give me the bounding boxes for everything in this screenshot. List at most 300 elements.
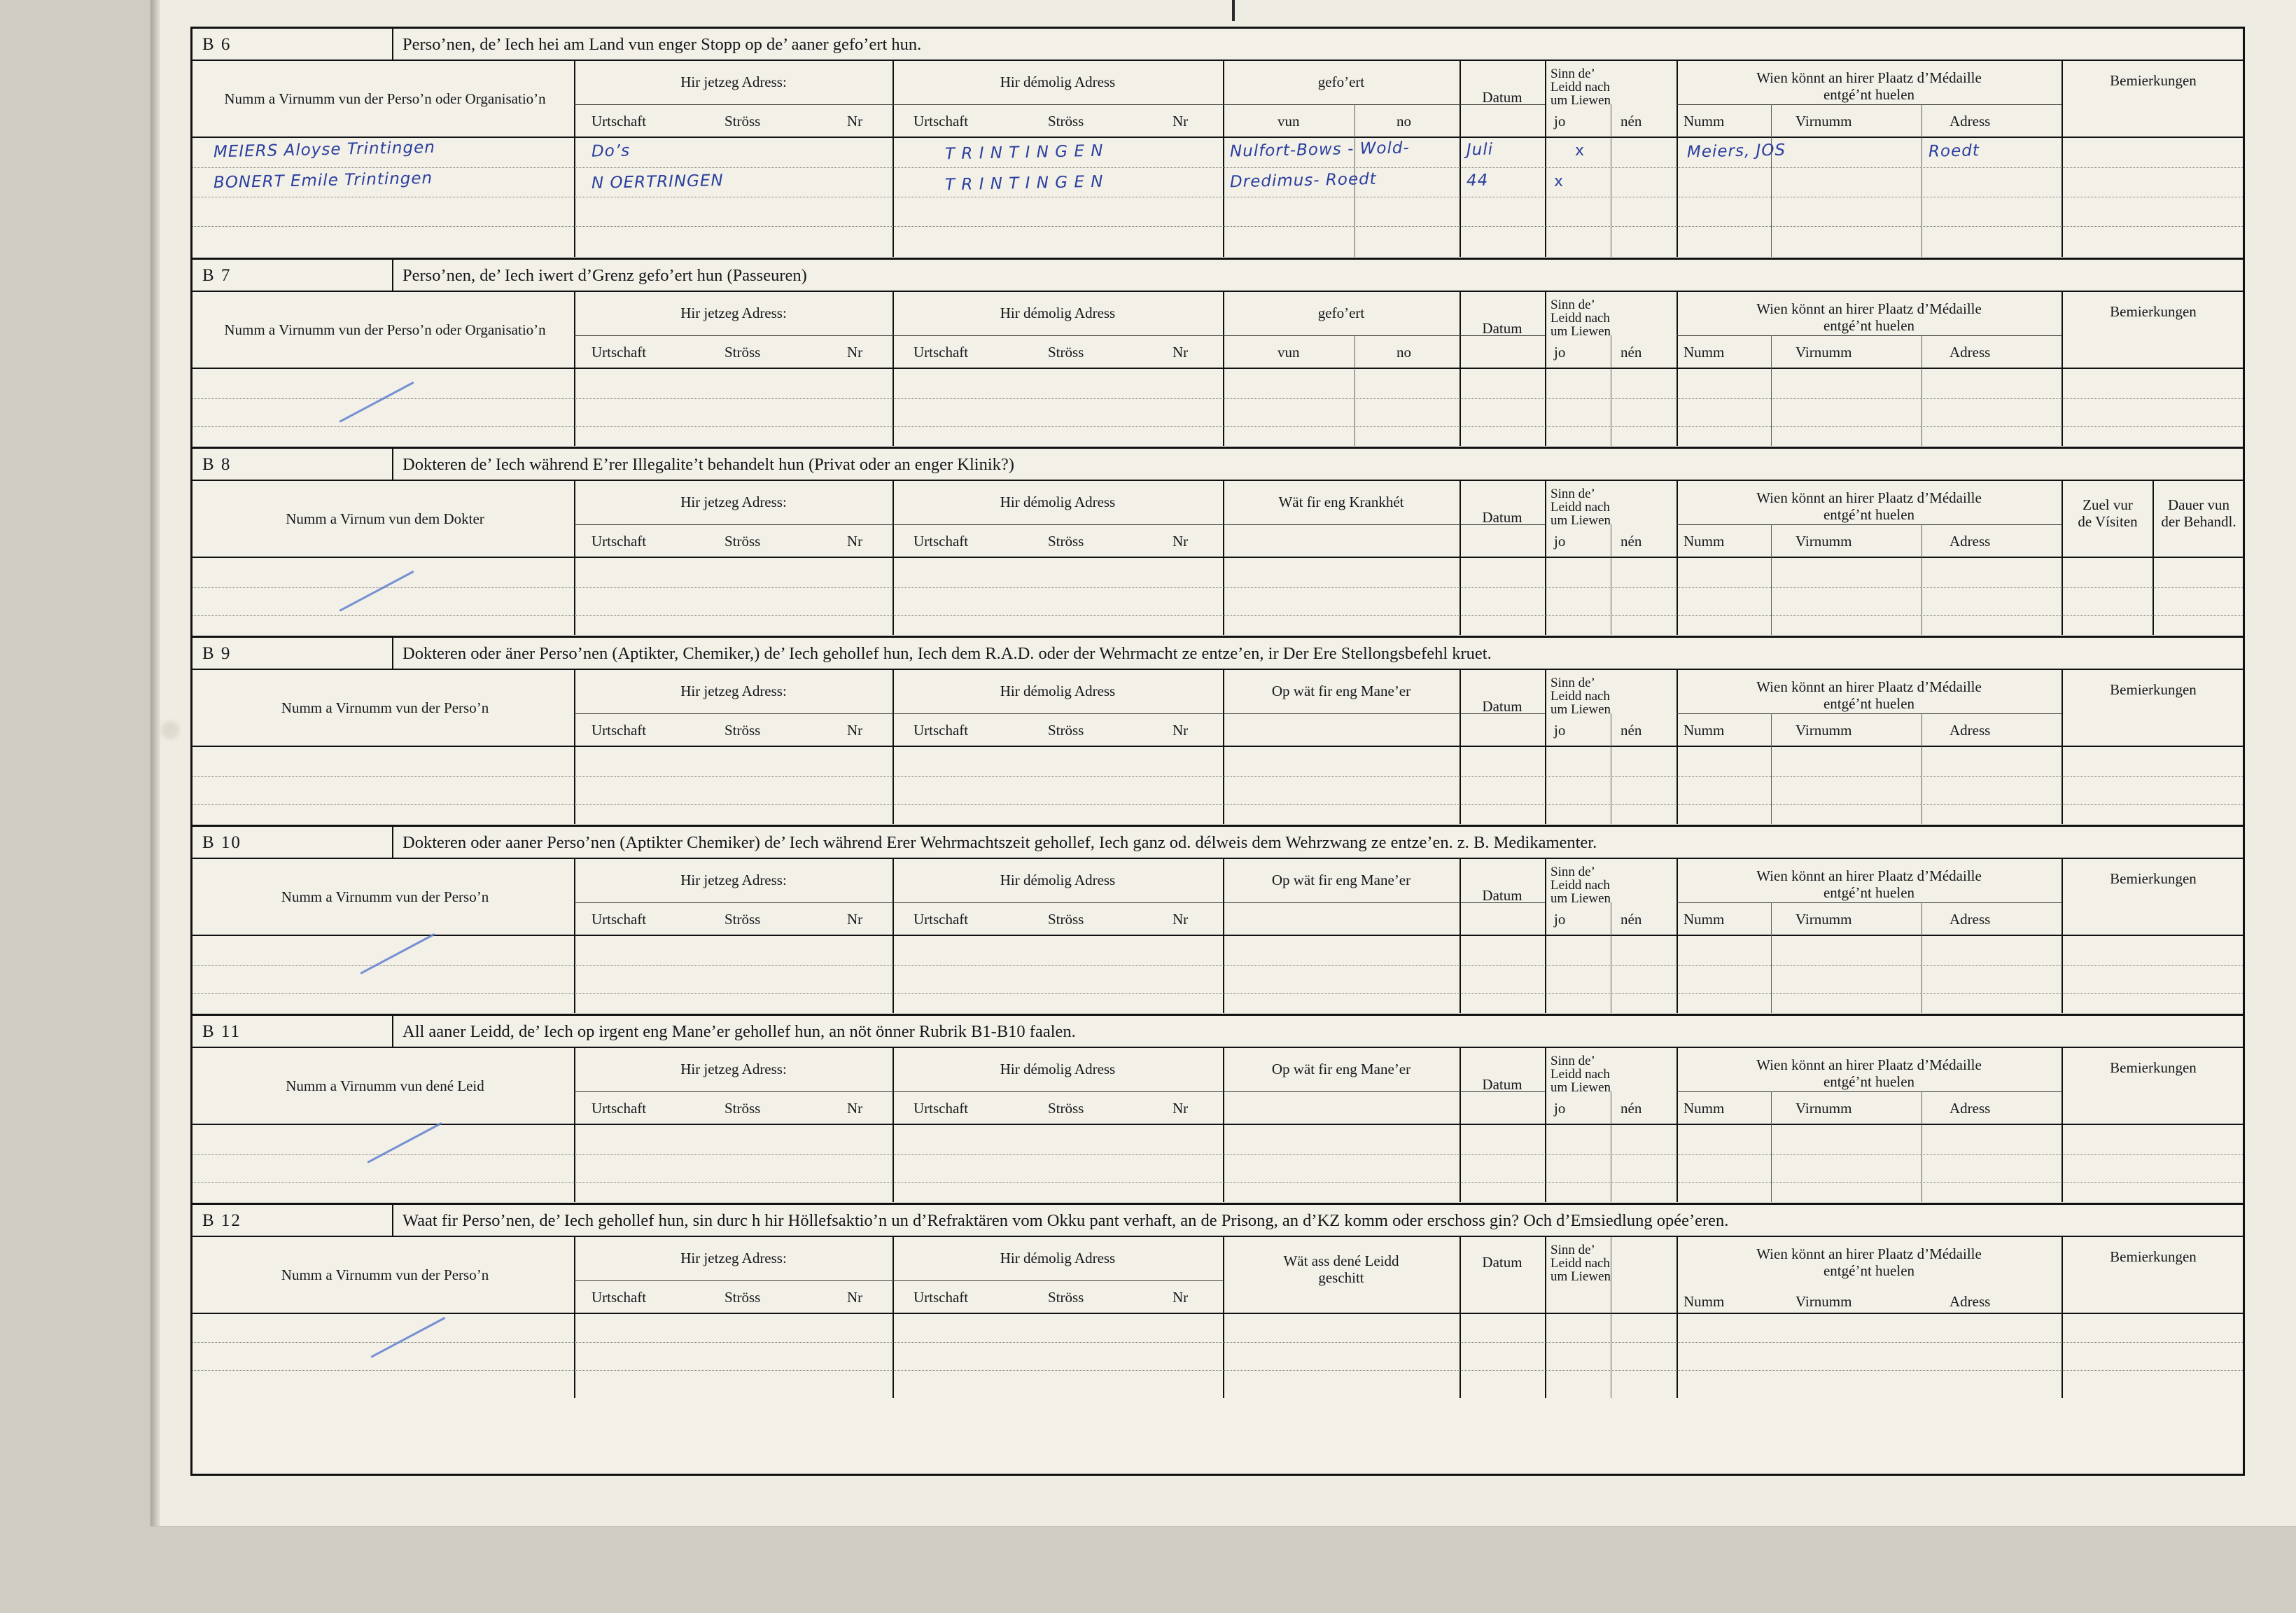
sub-street: Ströss [724, 911, 761, 928]
col-medal-header-l1: Wien könnt an hirer Plaatz d’Médaille [1756, 867, 1982, 884]
pen-stroke [339, 571, 414, 612]
sub-medal-virnumm: Virnumm [1795, 722, 1852, 739]
sub-nr: Nr [847, 113, 863, 130]
sub-nen: nén [1620, 533, 1642, 550]
divider [1223, 1048, 1224, 1124]
col-medal-header-l2: entgé’nt huelen [1823, 86, 1915, 103]
entry-datum: Juli [1466, 140, 1494, 160]
col-address-then-header: Hir démolig Adress [1000, 74, 1116, 90]
divider [1545, 558, 1546, 635]
sub-town: Urtschaft [913, 533, 969, 550]
divider [2062, 1048, 2063, 1124]
section-b10-code: B 10 [202, 833, 241, 852]
divider [2062, 369, 2063, 446]
sub-town: Urtschaft [592, 533, 647, 550]
row-divider [192, 965, 2243, 966]
divider [1771, 1091, 1772, 1125]
col-alive-header-l2: Leidd nach [1550, 1256, 1610, 1271]
divider [1223, 747, 1224, 824]
entry-special: Dredimus- Roedt [1229, 169, 1377, 192]
divider [574, 292, 575, 368]
divider [2062, 481, 2063, 557]
col-address-then-header: Hir démolig Adress [1000, 872, 1116, 888]
divider [392, 1205, 393, 1236]
divider [1545, 1125, 1546, 1202]
divider [1354, 104, 1355, 138]
section-b11-rows [192, 1125, 2243, 1202]
section-b7-header [192, 292, 2243, 369]
col-alive-header-l1: Sinn de’ [1550, 1054, 1595, 1068]
col-name-header: Numm a Virnumm vun der Perso’n [281, 699, 489, 716]
divider [1771, 369, 1772, 446]
top-registration-mark [1232, 0, 1235, 21]
sub-street: Ströss [1048, 344, 1084, 361]
pen-stroke [370, 1317, 445, 1358]
col-medal-header-l1: Wien könnt an hirer Plaatz d’Médaille [1756, 69, 1982, 86]
divider [2062, 936, 2063, 1013]
divider [892, 1314, 894, 1398]
sub-nr: Nr [847, 1100, 863, 1117]
row-divider [192, 615, 2243, 616]
col-name-header: Numm a Virnumm vun der Perso’n oder Organisatio’n [224, 321, 546, 338]
col-name-header: Numm a Virnumm vun dené Leid [286, 1077, 484, 1094]
col-visits-header-l1: Zuel vur [2082, 496, 2133, 513]
col-duration-header-l1: Dauer vun [2167, 496, 2230, 513]
col-special-header: gefo’ert [1317, 74, 1365, 90]
sub-town: Urtschaft [592, 911, 647, 928]
divider [1223, 670, 1224, 746]
col-address-now-header: Hir jetzeg Adress: [680, 872, 787, 888]
divider [892, 936, 894, 1013]
divider [1545, 936, 1546, 1013]
divider [2152, 481, 2154, 557]
divider [574, 1048, 575, 1124]
col-special-header-l1: Wät ass dené Leidd [1283, 1252, 1399, 1269]
sub-town: Urtschaft [913, 1100, 969, 1117]
col-special-header: Wät fir eng Krankhét [1278, 494, 1404, 510]
divider [574, 747, 575, 824]
sub-special-right: no [1396, 113, 1411, 130]
col-alive-header-l2: Leidd nach [1550, 500, 1610, 515]
section-b12-rows [192, 1314, 2243, 1398]
sub-medal-virnumm: Virnumm [1795, 533, 1852, 550]
sheet-left-edge [150, 0, 160, 1526]
col-medal-header-l1: Wien könnt an hirer Plaatz d’Médaille [1756, 489, 1982, 506]
entry-address-now: Do’s [591, 141, 631, 161]
divider [1545, 670, 1546, 746]
divider [892, 670, 894, 746]
divider [2062, 859, 2063, 935]
section-b6 [192, 29, 2243, 260]
sub-medal-adress: Adress [1949, 911, 1991, 928]
divider [574, 1125, 575, 1202]
sub-medal-numm: Numm [1684, 344, 1725, 361]
sub-jo: jo [1554, 911, 1566, 928]
col-bemierkungen-header: Bemierkungen [2110, 303, 2197, 320]
divider [1771, 936, 1772, 1013]
divider [2062, 747, 2063, 824]
divider [1460, 747, 1461, 824]
col-bemierkungen-header: Bemierkungen [2110, 1248, 2197, 1265]
sub-nen: nén [1620, 911, 1642, 928]
divider [1223, 138, 1224, 257]
section-b11-title-row [192, 1016, 2243, 1048]
divider [1921, 524, 1922, 558]
divider [574, 335, 1545, 336]
divider [1223, 936, 1224, 1013]
row-divider [192, 1342, 2243, 1343]
divider [1921, 335, 1922, 369]
section-b9-rows [192, 747, 2243, 824]
col-medal-header-l2: entgé’nt huelen [1823, 506, 1915, 523]
divider [574, 1237, 575, 1313]
divider [1460, 670, 1461, 746]
sub-medal-numm: Numm [1684, 113, 1725, 130]
divider [392, 449, 393, 480]
sub-nr: Nr [1172, 722, 1189, 739]
divider [574, 902, 1545, 903]
divider [892, 1237, 894, 1313]
sub-street: Ströss [724, 722, 761, 739]
divider [574, 859, 575, 935]
sub-medal-adress: Adress [1949, 1293, 1991, 1310]
sub-nr: Nr [1172, 533, 1189, 550]
divider [1460, 481, 1461, 557]
entry-address-then: T R I N T I N G E N [944, 141, 1104, 164]
divider [892, 61, 894, 137]
divider [892, 138, 894, 257]
section-b6-header [192, 61, 2243, 138]
col-special-header: Op wät fir eng Mane’er [1271, 1061, 1411, 1077]
col-special-header: Op wät fir eng Mane’er [1271, 683, 1411, 699]
sub-nr: Nr [1172, 1100, 1189, 1117]
divider [892, 292, 894, 368]
section-b8-code: B 8 [202, 455, 232, 474]
col-address-now-header: Hir jetzeg Adress: [680, 494, 787, 510]
divider [392, 260, 393, 291]
sub-jo: jo [1554, 533, 1566, 550]
divider [574, 558, 575, 635]
divider [1676, 138, 1678, 257]
col-datum-header: Datum [1482, 698, 1522, 715]
divider [1676, 292, 1678, 368]
sub-nen: nén [1620, 344, 1642, 361]
sub-special-right: no [1396, 344, 1411, 361]
sub-town: Urtschaft [913, 113, 969, 130]
section-b12 [192, 1205, 2243, 1401]
section-b7-title: Perso’nen, de’ Iech iwert d’Grenz gefo’ert hun (Passeuren) [402, 266, 807, 285]
divider [1771, 902, 1772, 936]
sub-town: Urtschaft [592, 113, 647, 130]
section-b7-title-row [192, 260, 2243, 292]
col-visits-header-l2: de Vísiten [2078, 513, 2138, 530]
divider [2062, 670, 2063, 746]
section-b7-rows [192, 369, 2243, 446]
sub-medal-numm: Numm [1684, 1293, 1725, 1310]
entry-alive-mark: x [1554, 173, 1564, 190]
col-address-then-header: Hir démolig Adress [1000, 1250, 1116, 1266]
divider [1545, 859, 1546, 935]
col-address-then-header: Hir démolig Adress [1000, 683, 1116, 699]
divider [1460, 61, 1461, 137]
col-medal-header-l2: entgé’nt huelen [1823, 695, 1915, 712]
divider [392, 638, 393, 669]
divider [1676, 1091, 2062, 1092]
col-address-then-header: Hir démolig Adress [1000, 305, 1116, 321]
sub-street: Ströss [724, 1100, 761, 1117]
row-divider [192, 993, 2243, 994]
sub-medal-numm: Numm [1684, 533, 1725, 550]
divider [1921, 138, 1922, 257]
sub-nen: nén [1620, 113, 1642, 130]
col-alive-header-l3: um Liewen [1550, 513, 1611, 528]
divider [1223, 369, 1224, 446]
divider [1676, 713, 2062, 714]
row-divider [192, 776, 2243, 777]
sub-medal-virnumm: Virnumm [1795, 1100, 1852, 1117]
divider [1921, 1091, 1922, 1125]
col-bemierkungen-header: Bemierkungen [2110, 870, 2197, 887]
divider [1545, 61, 1546, 137]
section-b8 [192, 449, 2243, 638]
divider [2062, 61, 2063, 137]
sub-jo: jo [1554, 722, 1566, 739]
divider [1545, 138, 1546, 257]
entry-address-now: N OERTRINGEN [591, 172, 724, 193]
sub-street: Ströss [1048, 911, 1084, 928]
col-alive-header-l3: um Liewen [1550, 702, 1611, 717]
col-alive-header-l1: Sinn de’ [1550, 1243, 1595, 1257]
sub-street: Ströss [724, 533, 761, 550]
col-datum-header: Datum [1482, 1254, 1522, 1271]
sub-nr: Nr [847, 344, 863, 361]
col-alive-header-l3: um Liewen [1550, 1080, 1611, 1095]
col-address-now-header: Hir jetzeg Adress: [680, 683, 787, 699]
col-bemierkungen-header: Bemierkungen [2110, 681, 2197, 698]
divider [1676, 670, 1678, 746]
section-b10-title: Dokteren oder aaner Perso’nen (Aptikter Chemiker) de’ Iech während Erer Wehrmachtszeit gehollef, Iech ganz od. délweis dem Wehrzwang ze entze’en. z. B. Medikamenter. [402, 833, 1597, 852]
sub-street: Ströss [1048, 722, 1084, 739]
sub-nen: nén [1620, 722, 1642, 739]
divider [1545, 1048, 1546, 1124]
col-name-header: Numm a Virnum vun dem Dokter [286, 510, 484, 527]
divider [574, 104, 1545, 105]
divider [2062, 138, 2063, 257]
row-divider [192, 1182, 2243, 1183]
divider [392, 1016, 393, 1047]
col-address-then-header: Hir démolig Adress [1000, 1061, 1116, 1077]
pen-stroke [339, 382, 414, 423]
divider [1676, 335, 2062, 336]
col-alive-header-l3: um Liewen [1550, 324, 1611, 339]
divider [2062, 1237, 2063, 1313]
paper-smudge [161, 721, 179, 739]
sub-special-left: vun [1278, 113, 1300, 130]
divider [392, 827, 393, 858]
sub-medal-adress: Adress [1949, 344, 1991, 361]
divider [574, 936, 575, 1013]
divider [1545, 747, 1546, 824]
section-b9-title-row [192, 638, 2243, 670]
sub-street: Ströss [1048, 533, 1084, 550]
sub-town: Urtschaft [913, 1289, 969, 1306]
col-medal-header-l2: entgé’nt huelen [1823, 1262, 1915, 1279]
col-datum-header: Datum [1482, 887, 1522, 904]
section-b7 [192, 260, 2243, 449]
divider [892, 1125, 894, 1202]
divider [574, 524, 1545, 525]
section-b9-code: B 9 [202, 644, 232, 663]
divider [1921, 747, 1922, 824]
col-special-header: gefo’ert [1317, 305, 1365, 321]
divider [1676, 1314, 1678, 1398]
section-b11-code: B 11 [202, 1022, 241, 1041]
section-b12-title-row [192, 1205, 2243, 1237]
section-b8-header [192, 481, 2243, 558]
col-alive-header-l2: Leidd nach [1550, 80, 1610, 95]
divider [1460, 1048, 1461, 1124]
section-b11-header [192, 1048, 2243, 1125]
divider [2152, 558, 2154, 635]
divider [1676, 558, 1678, 635]
entry-name: MEIERS Aloyse Trintingen [213, 138, 436, 162]
entry-datum: 44 [1466, 171, 1489, 190]
entry-medal-adress: Roedt [1928, 141, 1980, 161]
sub-medal-adress: Adress [1949, 1100, 1991, 1117]
divider [574, 1091, 1545, 1092]
sub-medal-virnumm: Virnumm [1795, 1293, 1852, 1310]
divider [1676, 481, 1678, 557]
sub-nr: Nr [847, 722, 863, 739]
section-b10-header [192, 859, 2243, 936]
divider [1676, 902, 2062, 903]
sub-medal-adress: Adress [1949, 533, 1991, 550]
divider [1676, 747, 1678, 824]
divider [574, 1280, 1223, 1281]
divider [1460, 292, 1461, 368]
sub-medal-virnumm: Virnumm [1795, 344, 1852, 361]
divider [574, 369, 575, 446]
pen-stroke [367, 1122, 442, 1164]
section-b10 [192, 827, 2243, 1016]
divider [1676, 369, 1678, 446]
section-b6-title: Perso’nen, de’ Iech hei am Land vun enger Stopp op de’ aaner gefo’ert hun. [402, 35, 922, 54]
col-alive-header-l2: Leidd nach [1550, 689, 1610, 704]
sub-nen: nén [1620, 1100, 1642, 1117]
sub-street: Ströss [724, 344, 761, 361]
col-alive-header-l3: um Liewen [1550, 891, 1611, 906]
sub-town: Urtschaft [913, 911, 969, 928]
divider [1676, 61, 1678, 137]
divider [1676, 104, 2062, 105]
section-b11 [192, 1016, 2243, 1205]
col-datum-header: Datum [1482, 89, 1522, 106]
section-b6-title-row [192, 29, 2243, 61]
divider [574, 481, 575, 557]
divider [892, 1048, 894, 1124]
divider [1676, 1125, 1678, 1202]
col-alive-header-l3: um Liewen [1550, 93, 1611, 108]
divider [892, 369, 894, 446]
col-alive-header-l1: Sinn de’ [1550, 487, 1595, 501]
divider [1771, 335, 1772, 369]
entry-special: Nulfort-Bows - Wold- [1229, 139, 1410, 161]
divider [892, 747, 894, 824]
divider [1545, 369, 1546, 446]
divider [1676, 859, 1678, 935]
divider [574, 138, 575, 257]
sub-special-left: vun [1278, 344, 1300, 361]
divider [1921, 713, 1922, 747]
sub-town: Urtschaft [913, 722, 969, 739]
divider [574, 1314, 575, 1398]
sub-nr: Nr [1172, 344, 1189, 361]
entry-alive-mark: x [1575, 142, 1585, 160]
divider [1676, 936, 1678, 1013]
section-b9 [192, 638, 2243, 827]
col-address-now-header: Hir jetzeg Adress: [680, 74, 787, 90]
col-bemierkungen-header: Bemierkungen [2110, 1059, 2197, 1076]
divider [1223, 1314, 1224, 1398]
col-special-header-l2: geschitt [1318, 1269, 1364, 1286]
divider [2062, 292, 2063, 368]
col-medal-header-l2: entgé’nt huelen [1823, 317, 1915, 334]
divider [574, 713, 1545, 714]
sub-jo: jo [1554, 344, 1566, 361]
sub-street: Ströss [1048, 1289, 1084, 1306]
col-address-then-header: Hir démolig Adress [1000, 494, 1116, 510]
divider [1771, 713, 1772, 747]
col-alive-header-l2: Leidd nach [1550, 878, 1610, 893]
sub-medal-adress: Adress [1949, 722, 1991, 739]
divider [1921, 558, 1922, 635]
section-b9-header [192, 670, 2243, 747]
entry-address-then: T R I N T I N G E N [944, 172, 1104, 195]
sub-medal-numm: Numm [1684, 911, 1725, 928]
sub-nr: Nr [1172, 911, 1189, 928]
section-b9-title: Dokteren oder äner Perso’nen (Aptikter, Chemiker,) de’ Iech gehollef hun, Iech dem R.A.D. oder der Wehrmacht ze entze’en, ir Der Ere Stellongsbefehl kruet. [402, 644, 1492, 663]
divider [1223, 859, 1224, 935]
divider [1354, 335, 1355, 369]
section-b6-rows [192, 138, 2243, 257]
section-b8-rows [192, 558, 2243, 635]
divider [1676, 524, 2062, 525]
sub-street: Ströss [724, 1289, 761, 1306]
sub-medal-virnumm: Virnumm [1795, 113, 1852, 130]
divider [1460, 1237, 1461, 1313]
section-b12-header [192, 1237, 2243, 1314]
divider [1223, 481, 1224, 557]
section-b8-title: Dokteren de’ Iech während E’rer Illegalite’t behandelt hun (Privat oder an enger Klinik?) [402, 455, 1014, 474]
divider [1223, 1125, 1224, 1202]
col-name-header: Numm a Virnumm vun der Perso’n oder Organisatio’n [224, 90, 546, 107]
col-address-now-header: Hir jetzeg Adress: [680, 1250, 787, 1266]
row-divider [192, 226, 2243, 227]
col-bemierkungen-header: Bemierkungen [2110, 72, 2197, 89]
col-alive-header-l1: Sinn de’ [1550, 676, 1595, 690]
divider [1921, 104, 1922, 138]
col-duration-header-l2: der Behandl. [2161, 513, 2236, 530]
sub-street: Ströss [724, 113, 761, 130]
divider [1921, 902, 1922, 936]
row-divider [192, 167, 2243, 168]
section-b8-title-row [192, 449, 2243, 481]
row-divider [192, 1154, 2243, 1155]
section-b10-rows [192, 936, 2243, 1013]
col-alive-header-l1: Sinn de’ [1550, 67, 1595, 81]
divider [1460, 936, 1461, 1013]
divider [1223, 61, 1224, 137]
